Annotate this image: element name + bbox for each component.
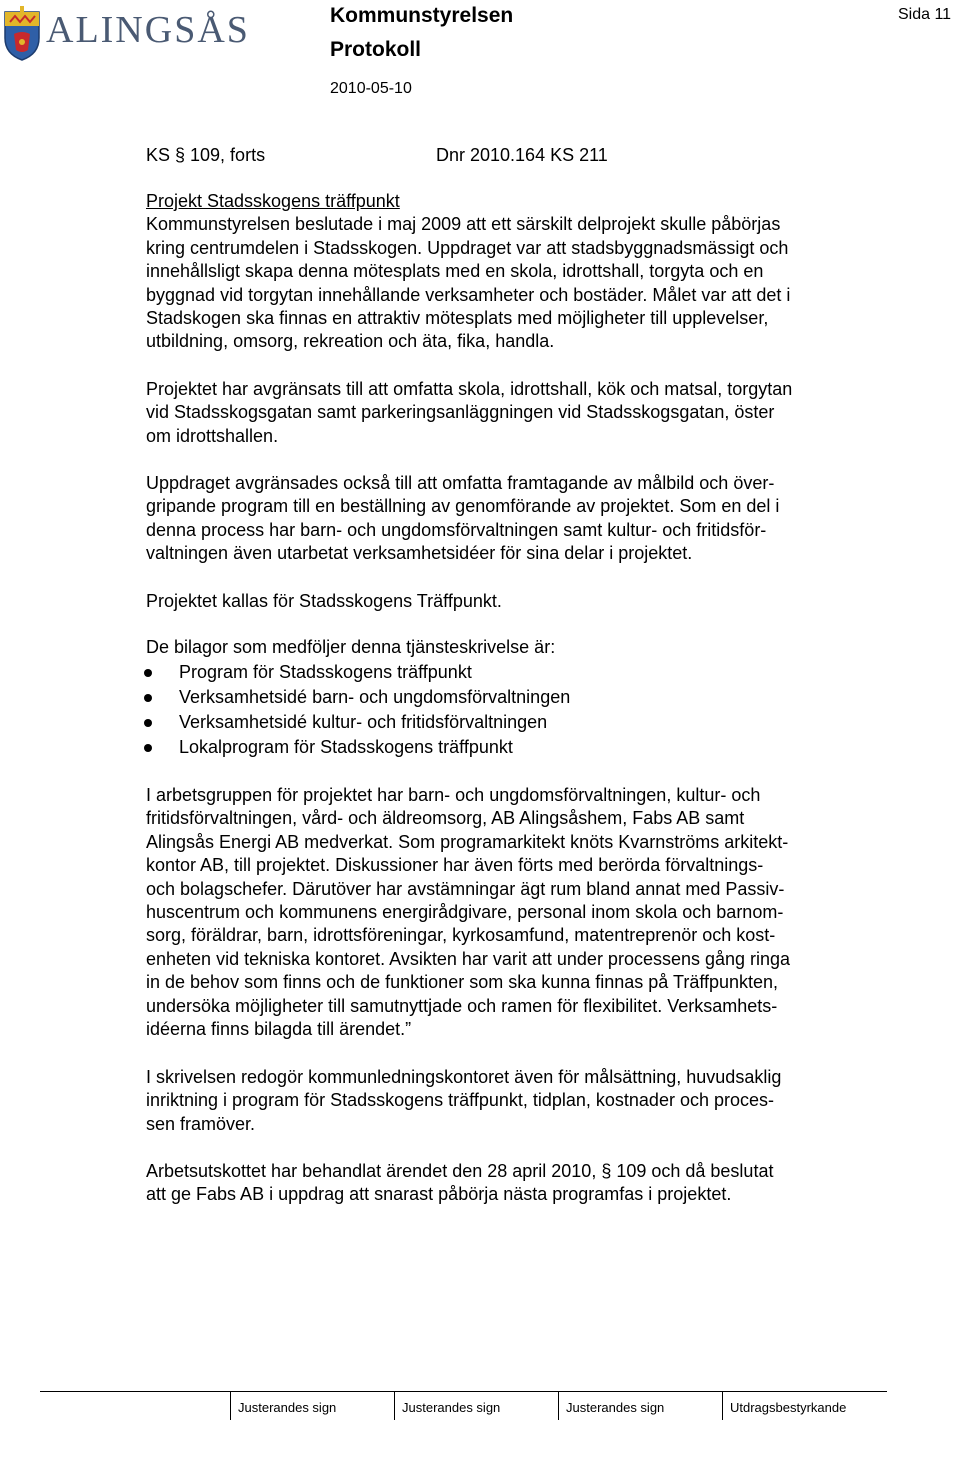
bullet-icon	[144, 669, 152, 677]
paragraph-2: Projektet har avgränsats till att omfatta skola, idrottshall, kök och matsal, torgytan vid Stadsskogsgatan samt parkeringsanläggningen vid Stadsskogsgatan, öster om idrottshallen.	[146, 379, 793, 446]
paragraph-7: I skrivelsen redogör kommunledningskontoret även för målsättning, huvudsaklig inriktning i program för Stadsskogens träffpunkt, tidplan, kostnader och proces- sen framöver.	[146, 1067, 782, 1134]
attachments-block	[146, 636, 886, 761]
paragraph-8: Arbetsutskottet har behandlat ärendet den 28 april 2010, § 109 och då beslutat att ge Fabs AB i uppdrag att snarast påbörja nästa programfas i projektet.	[146, 1161, 774, 1205]
case-reference: KS § 109, forts	[146, 145, 266, 165]
bullet-icon	[144, 694, 152, 702]
paragraph-6: I arbetsgruppen för projektet har barn- och ungdomsförvaltningen, kultur- och fritidsförvaltningen, vård- och äldreomsorg, AB Alingsåshem, Fabs AB samt Alingsås Energi AB medverkat. Som programarkitekt knöts Kvarnströms arkitekt- kontor AB, till projektet. Diskussioner har även förts med berörda förvaltnings- och bolagschefer. Därutöver har avstämningar ägt rum bland annat med Passiv- huscentrum och kommunens energirådgivare, personal inom skola och barnom- sorg, föräldrar, barn, idrottsföreningar, kyrkosamfund, matentreprenör och kost- enheten vid tekniska kontoret. Avsikten har varit att under processens gång ringa in de behov som finns och de funktioner som ska kunna finnas på Träffpunkten, undersöka möjligheter till samutnyttjade och ramen för flexibilitet. Verksamhets- idéerna finns bilagda till ärendet.”	[146, 785, 791, 1040]
diary-number: Dnr 2010.164 KS 211	[436, 145, 608, 165]
page-number: Sida 11	[898, 6, 952, 23]
bullet-icon	[144, 719, 152, 727]
footer-separator	[722, 1392, 723, 1420]
footer-separator	[558, 1392, 559, 1420]
paragraph-3: Uppdraget avgränsades också till att omfatta framtagande av målbild och över- gripande program till en beställning av genomförande av projektet. Som en del i denna process har barn- och ungdomsförvaltningen samt kultur- och fritidsför- valtningen även utarbetat verksamhetsidéer för sina delar i projektet.	[146, 473, 780, 564]
committee-title: Kommunstyrelsen	[330, 4, 514, 27]
bullet-icon	[144, 744, 152, 752]
logo-wordmark: ALINGSÅS	[46, 9, 250, 51]
coat-of-arms-icon	[2, 4, 42, 62]
footer-separator	[394, 1392, 395, 1420]
list-item: Verksamhetsidé kultur- och fritidsförvaltningen	[146, 711, 886, 736]
municipality-logo	[2, 4, 264, 62]
signature-field-2: Justerandes sign	[402, 1400, 501, 1415]
signature-field-3: Justerandes sign	[566, 1400, 665, 1415]
list-item: Lokalprogram för Stadsskogens träffpunkt	[146, 736, 886, 761]
list-item: Program för Stadsskogens träffpunkt	[146, 661, 886, 686]
section-heading: Projekt Stadsskogens träffpunkt	[146, 191, 400, 211]
footer-separator	[230, 1392, 231, 1420]
attachments-list	[146, 661, 886, 761]
paragraph-1: Kommunstyrelsen beslutade i maj 2009 att ett särskilt delprojekt skulle påbörjas kring centrumdelen i Stadsskogen. Uppdraget var att stadsbyggnadsmässigt och innehållsligt skapa denna mötesplats med en skola, idrottshall, torgyta och en byggnad vid torgytan innehållande verksamheter och bostäder. Målet var att det i Stadskogen ska finnas en attraktiv mötesplats med möjligheter till upplevelser, utbildning, omsorg, rekreation och äta, fika, handla.	[146, 214, 791, 352]
document-type: Protokoll	[330, 38, 422, 61]
paragraph-5: De bilagor som medföljer denna tjänsteskrivelse är:	[146, 637, 556, 657]
signature-field-1: Justerandes sign	[238, 1400, 337, 1415]
footer-divider	[40, 1391, 887, 1392]
section-body	[146, 190, 886, 354]
meeting-date: 2010-05-10	[330, 80, 412, 97]
extract-certification-field: Utdragsbestyrkande	[730, 1400, 847, 1415]
list-item: Verksamhetsidé barn- och ungdomsförvaltningen	[146, 686, 886, 711]
paragraph-4: Projektet kallas för Stadsskogens Träffpunkt.	[146, 591, 502, 611]
